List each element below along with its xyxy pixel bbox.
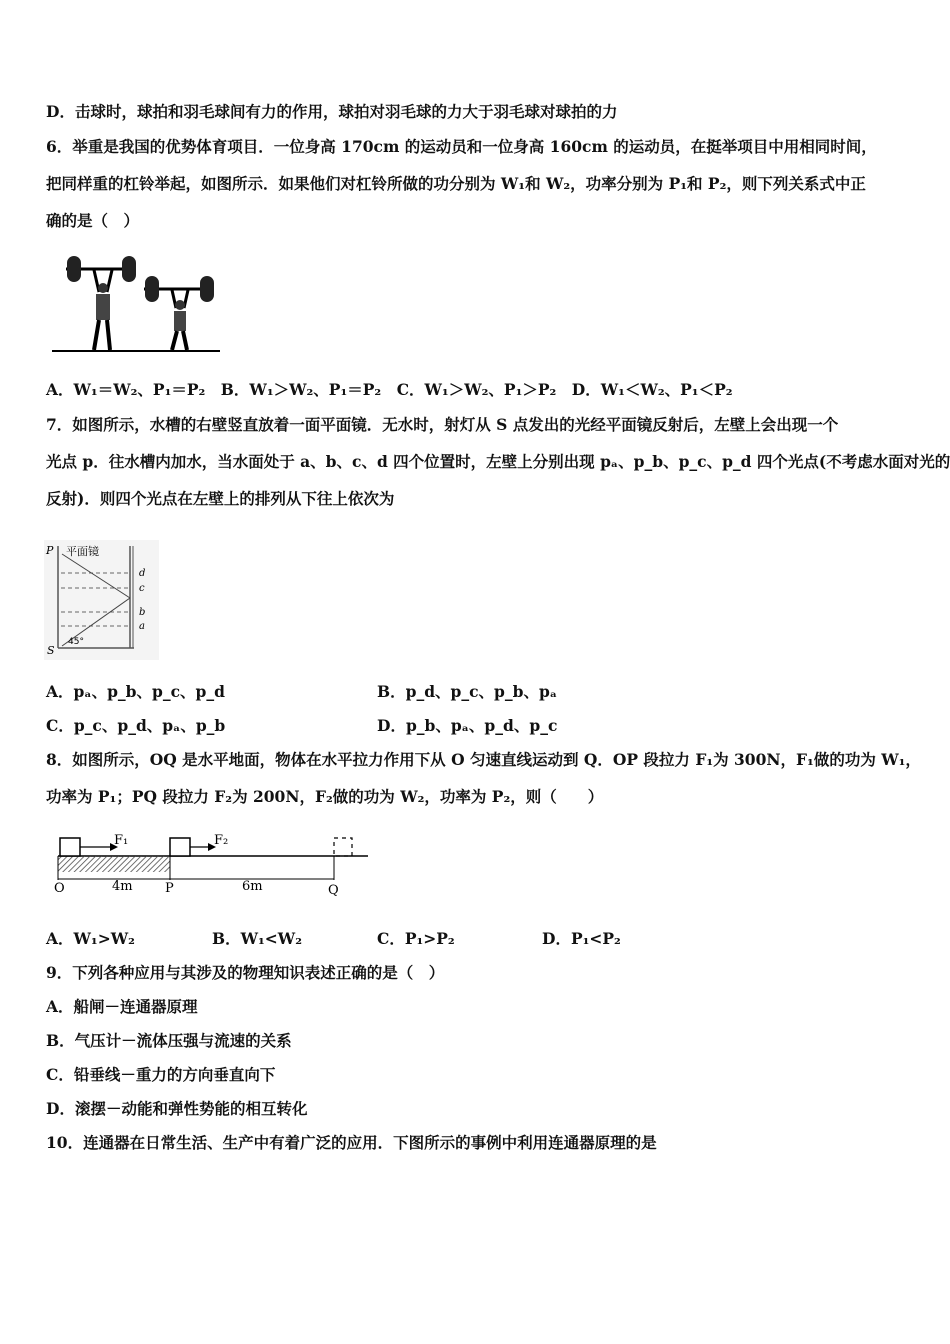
- label-p: P: [165, 881, 174, 896]
- q10-stem: 10．连通器在日常生活、生产中有着广泛的应用．下图所示的事例中利用连通器原理的是: [46, 1133, 657, 1152]
- q5-option-d: D．击球时，球拍和羽毛球间有力的作用，球拍对羽毛球的力大于羽毛球对球拍的力: [46, 102, 618, 121]
- q8-option-d: D．P₁<P₂: [542, 929, 621, 948]
- label-level-b: b: [139, 607, 146, 618]
- label-4m: 4m: [112, 879, 133, 894]
- q6-options: A．W₁＝W₂、P₁＝P₂ B．W₁＞W₂、P₁＝P₂ C．W₁＞W₂、P₁＞P₂ D．W₁＜W₂、P₁＜P₂: [46, 380, 733, 399]
- q7-option-d: D．p_b、pₐ、p_d、p_c: [377, 716, 558, 735]
- label-mirror: 平面镜: [66, 545, 99, 558]
- q9-option-a: A．船闸－连通器原理: [46, 997, 198, 1016]
- force-diagram: [44, 828, 374, 902]
- q9-stem: 9．下列各种应用与其涉及的物理知识表述正确的是（ ）: [46, 963, 445, 982]
- q8-stem-line2: 功率为 P₁；PQ 段拉力 F₂为 200N，F₂做的功为 W₂，功率为 P₂，则（ ）: [46, 787, 604, 806]
- q7-stem-line2: 光点 p．往水槽内加水，当水面处于 a、b、c、d 四个位置时，左壁上分别出现 pₐ、p_b、p_c、p_d 四个光点(不考虑水面对光的: [46, 452, 950, 471]
- q6-stem-line2: 把同样重的杠铃举起，如图所示．如果他们对杠铃所做的功分别为 W₁和 W₂，功率分别为 P₁和 P₂，则下列关系式中正: [46, 174, 866, 193]
- q6-stem-line1: 6．举重是我国的优势体育项目．一位身高 170cm 的运动员和一位身高 160cm 的运动员，在挺举项目中用相同时间，: [46, 137, 877, 156]
- q7-stem-line1: 7．如图所示，水槽的右壁竖直放着一面平面镜．无水时，射灯从 S 点发出的光经平面镜反射后，左壁上会出现一个: [46, 415, 839, 434]
- label-level-d: d: [139, 568, 146, 579]
- water-tank-figure: [44, 540, 159, 660]
- label-level-a: a: [139, 621, 145, 632]
- label-6m: 6m: [242, 879, 263, 894]
- q8-stem-line1: 8．如图所示，OQ 是水平地面，物体在水平拉力作用下从 O 匀速直线运动到 Q．OP 段拉力 F₁为 300N，F₁做的功为 W₁，: [46, 750, 921, 769]
- q7-stem-line3: 反射)．则四个光点在左壁上的排列从下往上依次为: [46, 489, 395, 508]
- q8-option-b: B．W₁<W₂: [212, 929, 302, 948]
- q9-option-d: D．滚摆－动能和弹性势能的相互转化: [46, 1099, 308, 1118]
- weightlifters-figure: [50, 250, 225, 358]
- label-q: Q: [328, 883, 339, 898]
- q6-stem-line3: 确的是（ ）: [46, 211, 140, 230]
- label-p: P: [46, 544, 54, 557]
- label-f1: F₁: [114, 833, 129, 848]
- q8-option-a: A．W₁>W₂: [46, 929, 135, 948]
- q7-option-a: A．pₐ、p_b、p_c、p_d: [46, 682, 225, 701]
- label-level-c: c: [139, 583, 145, 594]
- label-s: S: [47, 644, 55, 657]
- q7-option-c: C．p_c、p_d、pₐ、p_b: [46, 716, 226, 735]
- label-angle: 45°: [68, 637, 84, 647]
- q7-option-b: B．p_d、p_c、p_b、pₐ: [377, 682, 558, 701]
- q9-option-b: B．气压计－流体压强与流速的关系: [46, 1031, 292, 1050]
- q8-option-c: C．P₁>P₂: [377, 929, 455, 948]
- lifter-2-icon: [144, 276, 214, 350]
- label-o: O: [54, 881, 65, 896]
- lifter-1-icon: [66, 256, 136, 350]
- label-f2: F₂: [214, 833, 229, 848]
- q9-option-c: C．铅垂线－重力的方向垂直向下: [46, 1065, 276, 1084]
